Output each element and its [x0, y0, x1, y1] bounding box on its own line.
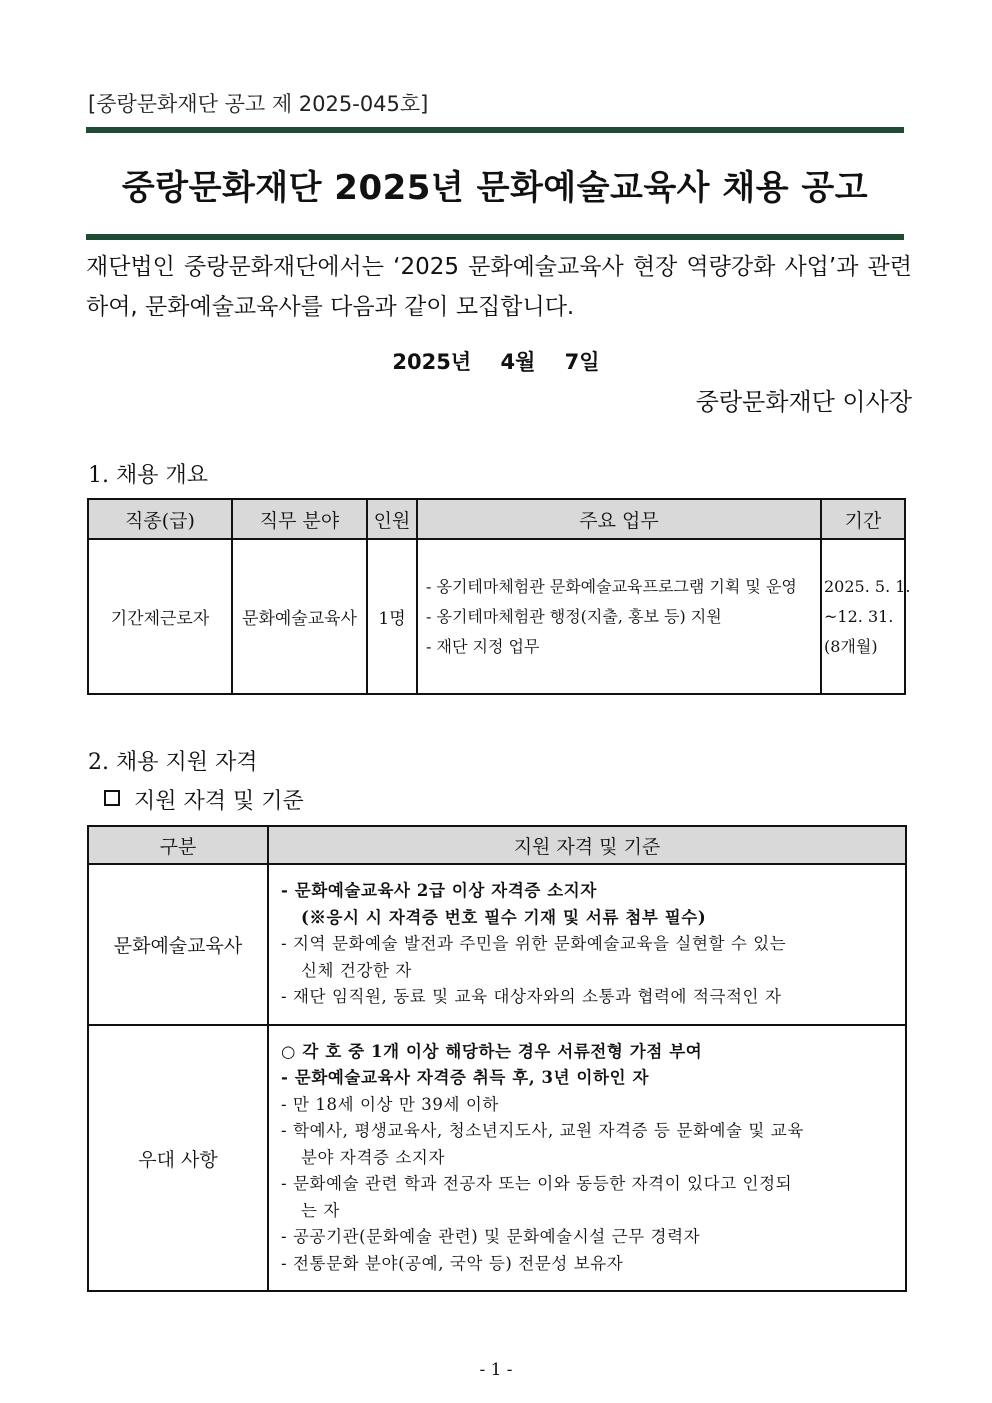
header-criteria: 지원 자격 및 기준 [268, 826, 906, 864]
duty-item: - 옹기테마체험관 문화예술교육프로그램 기획 및 운영 [426, 576, 797, 596]
criteria-item: - 문화예술 관련 학과 전공자 또는 이와 동등한 자격이 있다고 인정되 [281, 1174, 793, 1194]
header-duties: 주요 업무 [417, 499, 821, 539]
criteria-item: (※응시 시 자격증 번호 필수 기재 및 서류 첨부 필수) [301, 907, 707, 927]
criteria-item: - 문화예술교육사 2급 이상 자격증 소지자 [281, 881, 597, 901]
square-bullet-icon [104, 790, 120, 806]
subheading-text: 지원 자격 및 기준 [134, 789, 304, 814]
header-category: 구분 [88, 826, 268, 864]
cell-field: 문화예술교육사 [232, 539, 367, 694]
header-period: 기간 [821, 499, 905, 539]
table-row [88, 1025, 906, 1291]
bottom-rule [86, 234, 904, 240]
criteria-item: - 만 18세 이상 만 39세 이하 [281, 1094, 499, 1114]
table-row [88, 539, 905, 694]
header-field: 직무 분야 [232, 499, 367, 539]
header-job-type: 직종(급) [88, 499, 232, 539]
issuer: 중랑문화재단 이사장 [695, 388, 912, 416]
recruitment-overview-table [87, 498, 911, 695]
criteria-item: 는 자 [301, 1200, 340, 1220]
qualification-table [87, 825, 907, 1292]
page-number: - 1 - [479, 1360, 513, 1380]
criteria-item: - 재단 임직원, 동료 및 교육 대상자와의 소통과 협력에 적극적인 자 [281, 987, 782, 1007]
duty-item: - 옹기테마체험관 행정(지출, 홍보 등) 지원 [426, 606, 722, 626]
criteria-item: 신체 건강한 자 [301, 960, 412, 980]
cell-category: 우대 사항 [88, 1025, 268, 1291]
header-count: 인원 [367, 499, 417, 539]
section2-subheading [104, 784, 304, 815]
table-header-row [88, 499, 905, 539]
criteria-item: - 전통문화 분야(공예, 국악 등) 전문성 보유자 [281, 1253, 624, 1273]
top-rule [86, 127, 904, 133]
cell-criteria [268, 1025, 906, 1291]
table-header-row [88, 826, 906, 864]
criteria-item: - 공공기관(문화예술 관련) 및 문화예술시설 근무 경력자 [281, 1227, 701, 1247]
criteria-item: 분야 자격증 소지자 [301, 1147, 446, 1167]
criteria-item: - 학예사, 평생교육사, 청소년지도사, 교원 자격증 등 문화예술 및 교육 [281, 1121, 804, 1141]
period-line: ~12. 31. [824, 606, 894, 626]
cell-count: 1명 [367, 539, 417, 694]
page-title: 중랑문화재단 2025년 문화예술교육사 채용 공고 [121, 168, 869, 208]
cell-job-type: 기간제근로자 [88, 539, 232, 694]
table-row [88, 864, 906, 1025]
period-line: 2025. 5. 1. [824, 576, 911, 596]
cell-criteria [268, 864, 906, 1025]
period-line: (8개월) [824, 636, 878, 656]
cell-duties [417, 539, 821, 694]
criteria-item: - 문화예술교육사 자격증 취득 후, 3년 이하인 자 [281, 1068, 649, 1088]
intro-text: 재단법인 중랑문화재단에서는 ‘2025 문화예술교육사 현장 역량강화 사업’과 관련하여, 문화예술교육사를 다음과 같이 모집합니다. [86, 254, 912, 320]
duty-item: - 재단 지정 업무 [426, 636, 540, 656]
section1-heading: 1. 채용 개요 [88, 463, 208, 488]
cell-category: 문화예술교육사 [88, 864, 268, 1025]
notice-date: 2025년 4월 7일 [392, 350, 600, 374]
criteria-item: ○ 각 호 중 1개 이상 해당하는 경우 서류전형 가점 부여 [281, 1041, 703, 1061]
notice-number: [중랑문화재단 공고 제 2025-045호] [88, 92, 429, 116]
cell-period [821, 539, 911, 694]
criteria-item: - 지역 문화예술 발전과 주민을 위한 문화예술교육을 실현할 수 있는 [281, 934, 787, 954]
section2-heading: 2. 채용 지원 자격 [88, 750, 258, 775]
